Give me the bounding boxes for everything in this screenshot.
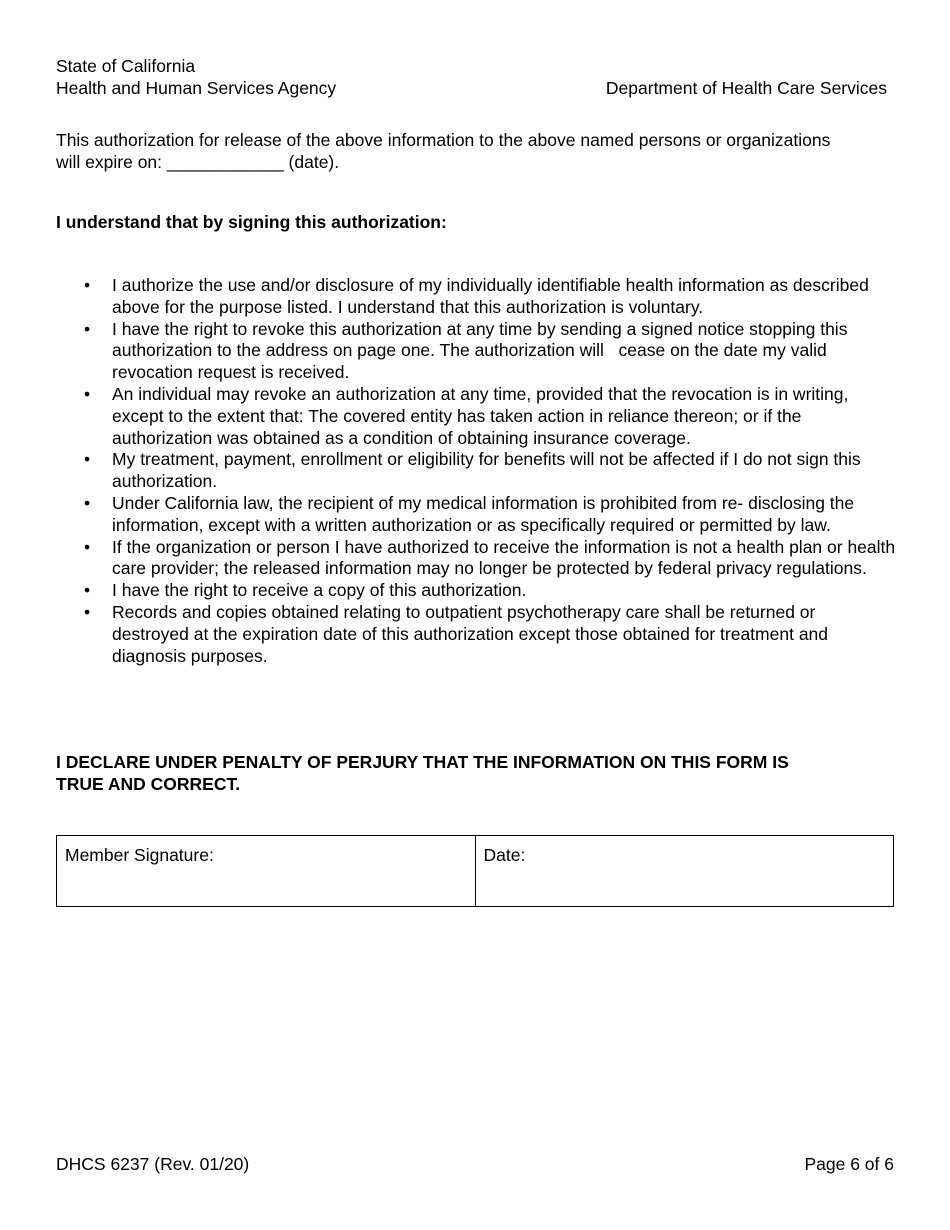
department-name: Department of Health Care Services <box>605 78 887 98</box>
list-item-text: I have the right to revoke this authorization at any time by sending a signed notice stopping this authorization to the address on page one. The authorization will cease on the date my valid revocation request is received. <box>112 318 848 383</box>
bullet-icon: • <box>84 318 91 339</box>
list-item-text: Under California law, the recipient of my medical information is prohibited from re- disclosing the information, except with a written authorization or as specifically required or permitted by law. <box>112 492 855 535</box>
list-item-text: An individual may revoke an authorization at any time, provided that the revocation is in writing, except to the extent that: The covered entity has taken action in reliance thereon; or if the authorization was obtained as a condition of obtaining insurance coverage. <box>112 383 849 448</box>
list-item-text: My treatment, payment, enrollment or eligibility for benefits will not be affected if I do not sign this authorization. <box>112 449 861 492</box>
authorization-terms-list <box>56 275 896 667</box>
expiration-line-1: This authorization for release of the above information to the above named persons or organizations <box>56 130 831 150</box>
list-item-text: I authorize the use and/or disclosure of my individually identifiable health information as described above for the purpose listed. I understand that this authorization is voluntary. <box>112 275 869 317</box>
bullet-icon: • <box>84 275 91 295</box>
bullet-icon: • <box>84 492 91 513</box>
declaration-line-2: TRUE AND CORRECT. <box>56 773 241 794</box>
list-item <box>56 319 896 384</box>
list-item <box>56 537 896 581</box>
header-left <box>56 56 336 100</box>
list-item <box>56 449 896 493</box>
declaration-line-1: I DECLARE UNDER PENALTY OF PERJURY THAT THE INFORMATION ON THIS FORM IS <box>56 752 789 772</box>
member-signature-label: Member Signature: <box>65 845 214 865</box>
list-item-text: Records and copies obtained relating to outpatient psychotherapy care shall be returned or destroyed at the expiration date of this authorization except those obtained for treatment and diagnosis purposes. <box>112 601 829 666</box>
list-item-text: I have the right to receive a copy of this authorization. <box>112 580 527 601</box>
list-item <box>56 580 896 602</box>
list-item <box>56 275 896 319</box>
state-name: State of California <box>56 56 196 76</box>
bullet-icon: • <box>84 536 91 557</box>
expiration-line-2: will expire on: ____________ (date). <box>56 151 340 172</box>
bullet-icon: • <box>84 580 91 601</box>
bullet-icon: • <box>84 449 91 470</box>
list-item <box>56 602 896 667</box>
agency-name: Health and Human Services Agency <box>56 77 337 98</box>
page-number: Page 6 of 6 <box>804 1154 894 1174</box>
list-item <box>56 384 896 449</box>
bullet-icon: • <box>84 383 91 404</box>
expiration-statement <box>56 130 896 174</box>
signature-table <box>56 835 894 907</box>
list-item <box>56 493 896 537</box>
member-signature-field[interactable] <box>57 836 475 906</box>
list-item-text: If the organization or person I have authorized to receive the information is not a health plan or health care provider; the released information may no longer be protected by federal privacy regulations. <box>112 536 896 579</box>
date-label: Date: <box>483 845 526 865</box>
date-field[interactable] <box>475 836 894 906</box>
perjury-declaration <box>56 752 906 796</box>
bullet-icon: • <box>84 601 91 622</box>
understand-heading: I understand that by signing this authorization: <box>56 212 447 232</box>
form-number: DHCS 6237 (Rev. 01/20) <box>56 1154 250 1174</box>
